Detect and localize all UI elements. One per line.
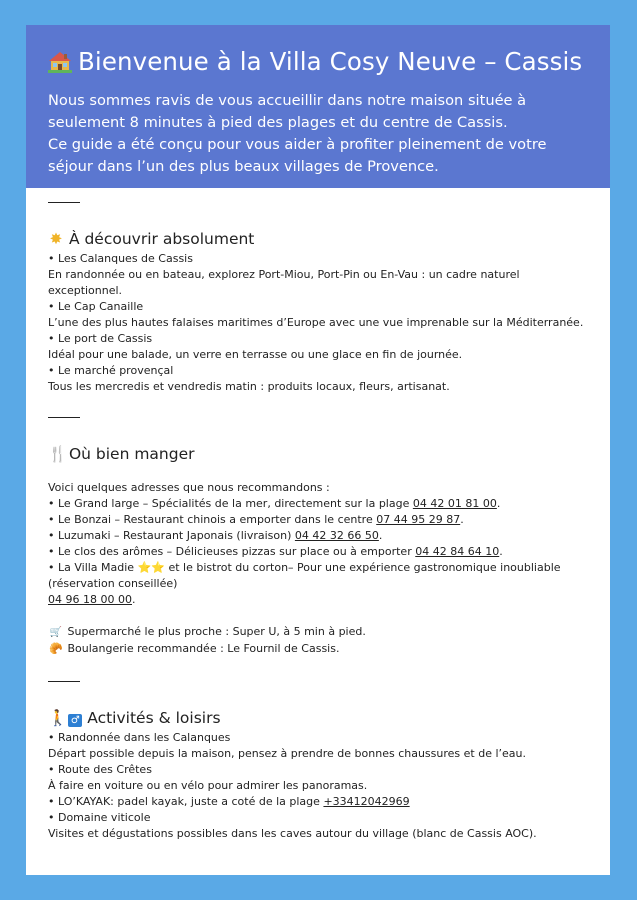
kayak-text: • LO’KAYAK: padel kayak, juste a coté de la plage: [48, 795, 324, 808]
supermarket-line: [48, 624, 588, 641]
guide-content: [26, 202, 610, 842]
title-text: Bienvenue à la Villa Cosy Neuve – Cassis: [78, 47, 583, 76]
divider: [48, 202, 80, 203]
list-item: Visites et dégustations possibles dans les caves autour du village (blanc de Cassis AOC).: [48, 827, 537, 840]
section-title-activites: [48, 708, 588, 728]
phone-link[interactable]: +33412042969: [323, 795, 410, 808]
list-item: [48, 592, 588, 608]
intro-text: [48, 90, 588, 178]
list-item: À faire en voiture ou en vélo pour admirer les panoramas.: [48, 779, 368, 792]
list-item: En randonnée ou en bateau, explorez Port-Miou, Port-Pin ou En-Vau : un cadre naturel exceptionnel.: [48, 268, 520, 297]
cart-icon: 🛒: [49, 627, 63, 638]
punct: .: [378, 529, 383, 542]
list-item: • Le Cap Canaille: [48, 300, 144, 313]
intro-line: seulement 8 minutes à pied des plages et du centre de Cassis.: [48, 114, 508, 131]
intro-line: séjour dans l’un des plus beaux villages de Provence.: [48, 158, 439, 175]
list-item: [48, 560, 588, 592]
guide-page: [26, 25, 610, 875]
list-item: L’une des plus hautes falaises maritimes d’Europe avec une vue imprenable sur la Méditerranée.: [48, 316, 584, 329]
croissant-icon: 🥐: [49, 642, 63, 655]
restaurant-text: et le bistrot du corton– Pour une expérience gastronomique inoubliable (réservation conseillée): [48, 561, 561, 590]
activites-list: [48, 730, 588, 842]
phone-link[interactable]: 04 96 18 00 00: [48, 593, 132, 606]
section-title-text: Activités & loisirs: [87, 709, 221, 727]
list-item: [48, 496, 588, 512]
list-item: • Route des Crêtes: [48, 763, 152, 776]
section-title-manger: [48, 444, 588, 464]
section-title-text: À découvrir absolument: [68, 230, 255, 248]
phone-link[interactable]: 04 42 84 64 10: [415, 545, 500, 558]
list-item: [48, 794, 588, 810]
list-item: • Les Calanques de Cassis: [48, 252, 193, 265]
bakery-text: Boulangerie recommandée : Le Fournil de Cassis.: [67, 642, 340, 655]
list-item: [48, 544, 588, 560]
house-icon: [48, 50, 72, 72]
list-item: • Le marché provençal: [48, 364, 174, 377]
supermarket-text: Supermarché le plus proche : Super U, à 5 min à pied.: [67, 625, 366, 638]
manger-intro: Voici quelques adresses que nous recommandons :: [48, 481, 330, 494]
manger-list: [48, 480, 588, 657]
list-item: [48, 528, 588, 544]
restaurant-text: • Le Grand large – Spécialités de la mer, directement sur la plage: [48, 497, 413, 510]
section-title-text: Où bien manger: [68, 445, 195, 463]
restaurant-text: • Luzumaki – Restaurant Japonais (livraison): [48, 529, 295, 542]
spacer: [48, 608, 588, 624]
divider: [48, 417, 80, 418]
phone-link[interactable]: 04 42 32 66 50: [294, 529, 379, 542]
stars-icon: ⭐⭐: [137, 561, 165, 574]
list-item: [48, 512, 588, 528]
walking-person-icon: 🚶: [48, 709, 68, 727]
welcome-banner: [26, 25, 610, 188]
list-item: Idéal pour une balade, un verre en terrasse ou une glace en fin de journée.: [48, 348, 463, 361]
punct: .: [460, 513, 464, 526]
intro-line: Nous sommes ravis de vous accueillir dans notre maison située à: [48, 92, 527, 109]
intro-line: Ce guide a été conçu pour vous aider à profiter pleinement de votre: [48, 136, 547, 153]
punct: .: [499, 545, 503, 558]
bakery-line: [48, 641, 588, 657]
phone-link[interactable]: 07 44 95 29 87: [376, 513, 461, 526]
restaurant-text: • Le clos des arômes – Délicieuses pizzas sur place ou à emporter: [48, 545, 416, 558]
punct: .: [496, 497, 501, 510]
section-title-decouvrir: [48, 229, 588, 249]
list-item: • Le port de Cassis: [48, 332, 153, 345]
phone-link[interactable]: 04 42 01 81 00: [412, 497, 497, 510]
page-title: [48, 47, 588, 76]
fork-knife-icon: 🍴: [48, 445, 68, 463]
punct: .: [131, 593, 136, 606]
list-item: Tous les mercredis et vendredis matin : produits locaux, fleurs, artisanat.: [48, 380, 450, 393]
list-item: Départ possible depuis la maison, pensez à prendre de bonnes chaussures et de l’eau.: [48, 747, 526, 760]
divider: [48, 681, 80, 682]
decouvrir-list: [48, 251, 588, 395]
list-item: • Randonnée dans les Calanques: [48, 731, 231, 744]
restaurant-text: • La Villa Madie: [48, 561, 138, 574]
star-icon: ✸: [49, 230, 63, 248]
male-sign-icon: ♂: [68, 714, 82, 727]
list-item: • Domaine viticole: [48, 811, 151, 824]
restaurant-text: • Le Bonzai – Restaurant chinois a emporter dans le centre: [48, 513, 377, 526]
